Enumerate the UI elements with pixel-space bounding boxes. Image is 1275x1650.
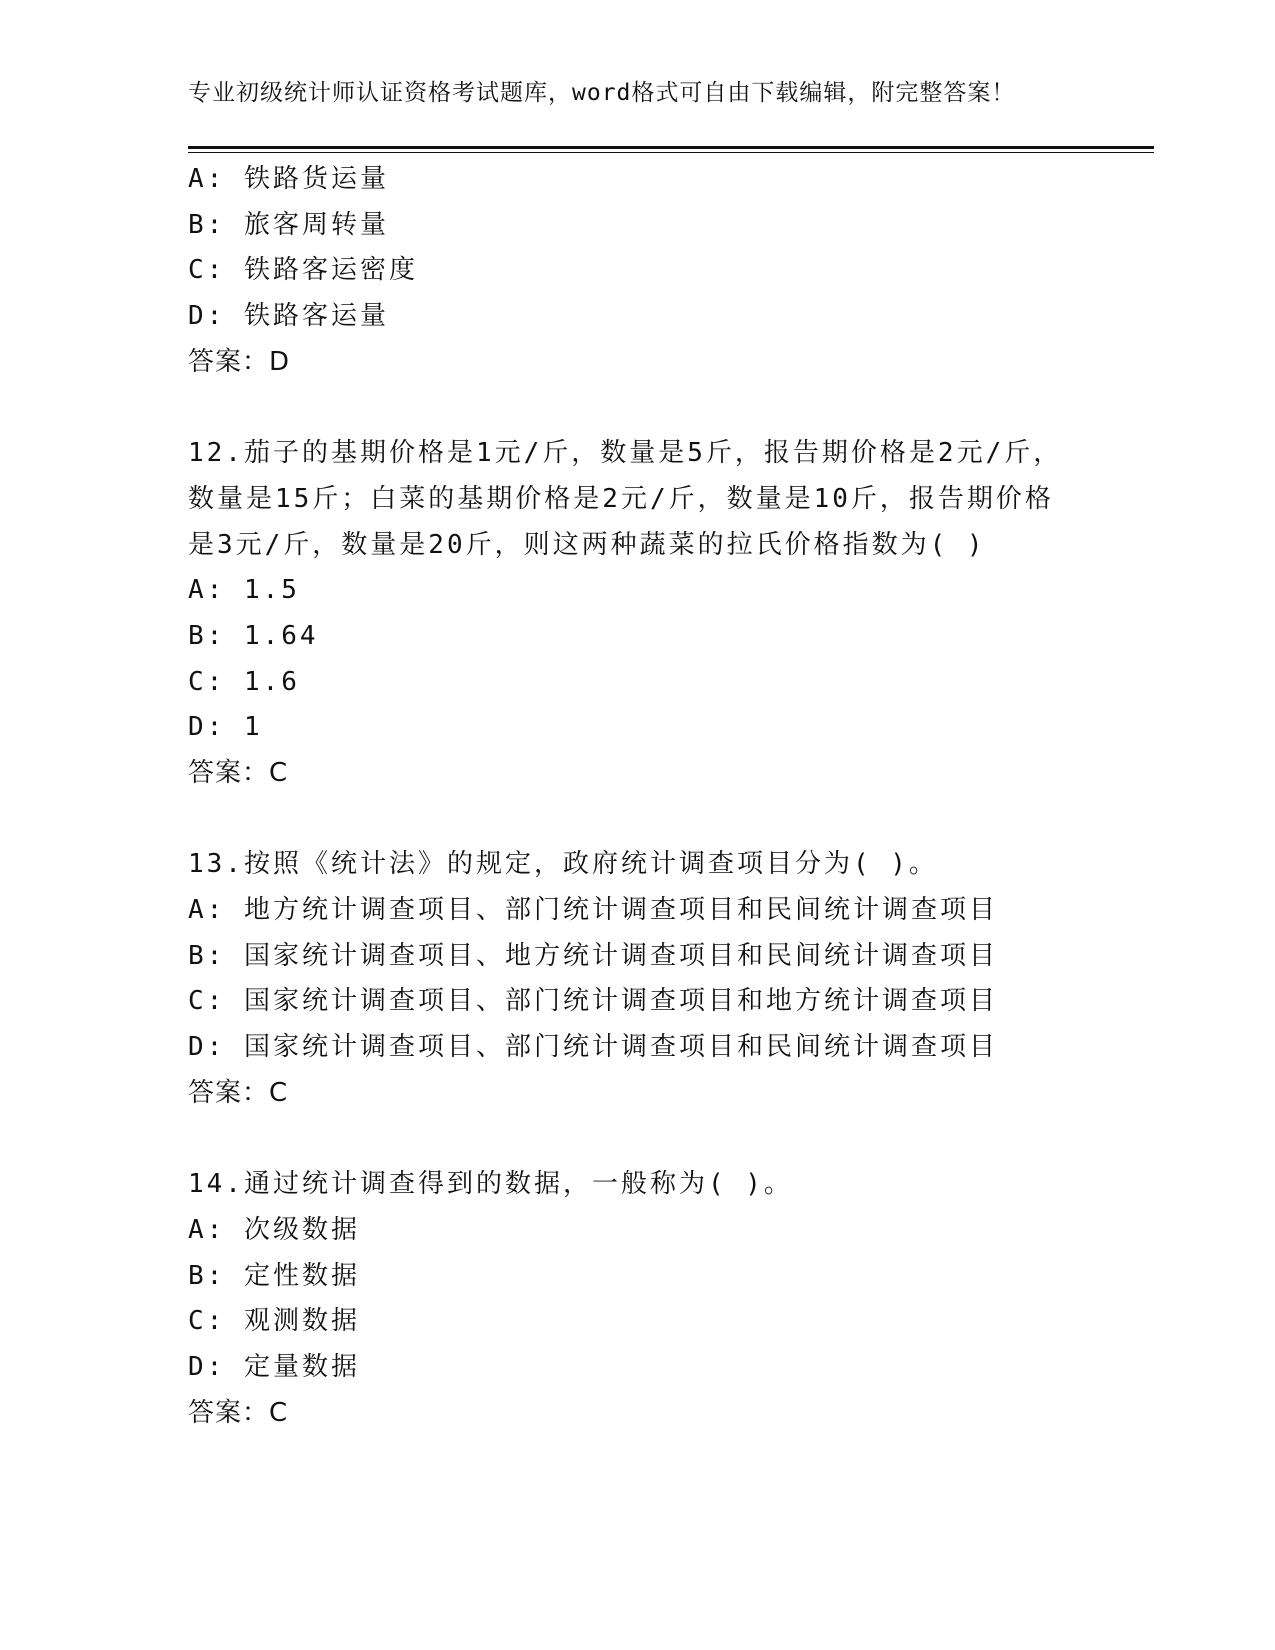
- question-stem-line: 14.通过统计调查得到的数据，一般称为( )。: [188, 1169, 793, 1200]
- answer: 答案：C: [188, 757, 289, 788]
- question-stem-line: 13.按照《统计法》的规定，政府统计调查项目分为( )。: [188, 849, 938, 880]
- question-13: [188, 842, 1148, 1116]
- spacer: [188, 1116, 1148, 1162]
- option-b: B: 国家统计调查项目、地方统计调查项目和民间统计调查项目: [188, 940, 998, 971]
- option-b: B: 旅客周转量: [188, 209, 389, 240]
- spacer: [188, 797, 1148, 843]
- question-stem-line: 数量是15斤；白菜的基期价格是2元/斤，数量是10斤，报告期价格: [188, 483, 1054, 514]
- option-d: D: 铁路客运量: [188, 301, 389, 332]
- option-b: B: 定性数据: [188, 1260, 360, 1291]
- option-c: C: 1.6: [188, 666, 300, 697]
- spacer: [188, 385, 1148, 431]
- header-divider-thin: [188, 152, 1154, 153]
- option-a: A: 次级数据: [188, 1214, 360, 1245]
- option-a: A: 地方统计调查项目、部门统计调查项目和民间统计调查项目: [188, 895, 998, 925]
- question-stem-line: 12.茄子的基期价格是1元/斤，数量是5斤，报告期价格是2元/斤，: [188, 438, 1063, 469]
- option-c: C: 铁路客运密度: [188, 255, 418, 286]
- page-header: 专业初级统计师认证资格考试题库，word格式可自由下载编辑，附完整答案！: [188, 80, 1016, 106]
- question-11: [188, 157, 1148, 385]
- answer: 答案：C: [188, 1397, 289, 1428]
- answer: 答案：D: [188, 346, 291, 377]
- question-content: [188, 157, 1148, 1436]
- answer: 答案：C: [188, 1077, 289, 1108]
- option-c: C: 观测数据: [188, 1306, 360, 1337]
- option-b: B: 1.64: [188, 620, 319, 651]
- question-stem-line: 是3元/斤，数量是20斤，则这两种蔬菜的拉氏价格指数为( ): [188, 529, 986, 560]
- option-c: C: 国家统计调查项目、部门统计调查项目和地方统计调查项目: [188, 986, 998, 1017]
- option-a: A: 1.5: [188, 575, 300, 606]
- header-divider-thick: [188, 146, 1154, 149]
- option-d: D: 1: [188, 712, 263, 743]
- option-d: D: 国家统计调查项目、部门统计调查项目和民间统计调查项目: [188, 1032, 998, 1063]
- question-12: [188, 431, 1148, 797]
- option-a: A: 铁路货运量: [188, 164, 389, 194]
- option-d: D: 定量数据: [188, 1351, 360, 1382]
- question-14: [188, 1162, 1148, 1436]
